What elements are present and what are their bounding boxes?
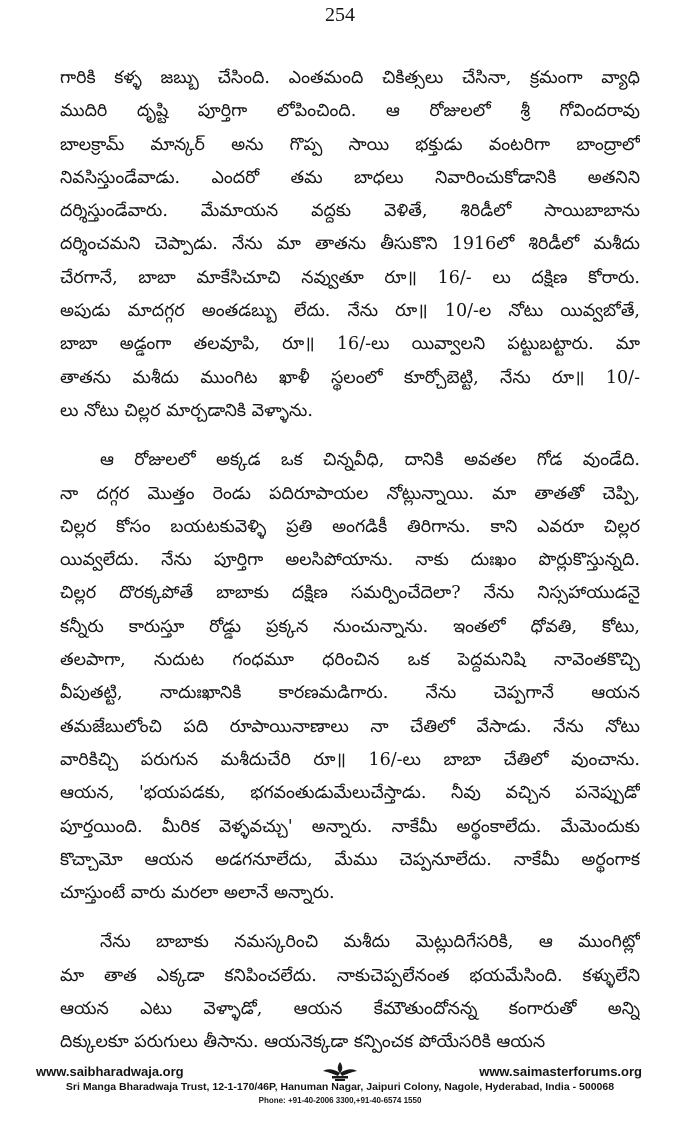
paragraph (60, 444, 640, 910)
text-line: తలపాగా, నుదుట గంధమూ ధరించిన ఒక పెద్దమనిషి నావెంతకొచ్చి (60, 650, 640, 671)
text-line: ఆయన, 'భయపడకు, భగవంతుడుమేలుచేస్తాడు. నీవు వచ్చిన పనెప్పుడో (60, 783, 640, 804)
text-line: పూర్తయింది. మీరిక వెళ్ళవచ్చు' అన్నారు. నాకేమీ అర్థంకాలేదు. మేమెందుకు (60, 816, 640, 837)
text-line: దిక్కులకూ పరుగులు తీసాను. ఆయనెక్కడా కన్పించక పోయేసరికి ఆయన (60, 1032, 546, 1053)
text-line: చూస్తుంటే వారు మరలా అలానే అన్నారు. (60, 883, 335, 904)
text-line: ఆయన ఎటు వెళ్ళాడో, ఆయన కేమౌతుందోనన్న కంగారుతో అన్ని (60, 999, 640, 1020)
paragraph (60, 62, 640, 428)
text-line: కొచ్చామో ఆయన అడగనూలేదు, మేము చెప్పనూలేదు. నాకేమీ అర్థంగాక (60, 849, 640, 870)
paragraph (60, 926, 640, 1059)
footer-address: Sri Manga Bharadwaja Trust, 12-1-170/46P, Hanuman Nagar, Jaipuri Colony, Nagole, Hyderabad, India - 500068 (65, 1081, 615, 1093)
text-line: చేరగానే, బాబా మాకేసిచూచి నవ్వుతూ రూ॥ 16/- లు దక్షిణ కోరారు. (60, 267, 640, 288)
text-line: నివసిస్తుండేవాడు. ఎందరో తమ బాధలు నివారించుకోడానికి అతనిని (60, 167, 640, 188)
footer-phone: Phone: +91-40-2006 3300,+91-40-6574 1550 (258, 1096, 422, 1105)
text-line: వారికిచ్చి పరుగున మశీదుచేరి రూ॥ 16/-లు బాబా చేతిలో వుంచాను. (60, 749, 640, 770)
body-text (60, 62, 640, 1076)
footer (0, 1060, 680, 1120)
text-line: వీపుతట్టి, నాదుఃఖానికి కారణమడిగారు. నేను చెప్పగానే ఆయన (60, 683, 640, 704)
text-line: బాబా అడ్డంగా తలవూపి, రూ॥ 16/-లు యివ్వాలని పట్టుబట్టారు. మా (60, 334, 640, 355)
text-line: అపుడు మాదగ్గర అంతడబ్బు లేదు. నేను రూ॥ 10/-ల నోటు యివ్వబోతే, (60, 301, 640, 322)
text-line: తాతను మశీదు ముంగిట ఖాళీ స్థలంలో కూర్చోబెట్టి, నేను రూ॥ 10/- (60, 367, 640, 388)
text-line: నా దగ్గర మొత్తం రెండు పదిరూపాయల నోట్లున్నాయి. మా తాతతో చెప్పి, (60, 483, 640, 504)
text-line: దర్శిస్తుండేవారు. మేమాయన వద్దకు వెళితే, శిరిడీలో సాయిబాబాను (60, 201, 640, 222)
text-line: లు నోటు చిల్లర మార్చడానికి వెళ్ళాను. (60, 400, 313, 421)
footer-site-right[interactable]: www.saimasterforums.org (479, 1064, 642, 1079)
trust-emblem-icon (320, 1060, 360, 1082)
footer-site-left[interactable]: www.saibharadwaja.org (36, 1064, 184, 1079)
text-line: గారికి కళ్ళ జబ్బు చేసింది. ఎంతమంది చికిత్సలు చేసినా, క్రమంగా వ్యాధి (60, 68, 640, 88)
text-line: చిల్లర దొరక్కపోతే బాబాకు దక్షిణ సమర్పించేదెలా? నేను నిస్సహాయుడనై (60, 583, 640, 604)
text-line: కన్నీరు కారుస్తూ రోడ్డు ప్రక్కన నుంచున్నాను. ఇంతలో ధోవతి, కోటు, (60, 616, 640, 637)
text-line: తమజేబులోంచి పది రూపాయినాణాలు నా చేతిలో వేసాడు. నేను నోటు (60, 716, 640, 737)
page-number: 254 (325, 4, 355, 26)
text-line: యివ్వలేదు. నేను పూర్తిగా అలసిపోయాను. నాకు దుఃఖం పొర్లుకొస్తున్నది. (60, 550, 640, 571)
text-line: ఆ రోజులలో అక్కడ ఒక చిన్నవీధి, దానికి అవతల గోడ వుండేది. (100, 450, 640, 471)
text-line: బాలక్రామ్ మాన్కర్ అను గొప్ప సాయి భక్తుడు వంటరిగా బాంద్రాలో (60, 134, 640, 155)
text-line: దర్శించమని చెప్పాడు. నేను మా తాతను తీసుకొని 1916లో శిరిడీలో మశీదు (60, 234, 640, 255)
text-line: చిల్లర కోసం బయటకువెళ్ళి ప్రతి అంగడికీ తిరిగాను. కాని ఎవరూ చిల్లర (60, 516, 640, 537)
text-line: నేను బాబాకు నమస్కరించి మశీదు మెట్లుదిగేసరికి, ఆ ముంగిట్లో (100, 932, 640, 953)
text-line: ముదిరి దృష్టి పూర్తిగా లోపించింది. ఆ రోజులలో శ్రీ గోవిందరావు (60, 101, 640, 122)
text-line: మా తాత ఎక్కడా కనిపించలేదు. నాకుచెప్పలేనంత భయమేసింది. కళ్ళులేని (60, 965, 640, 986)
